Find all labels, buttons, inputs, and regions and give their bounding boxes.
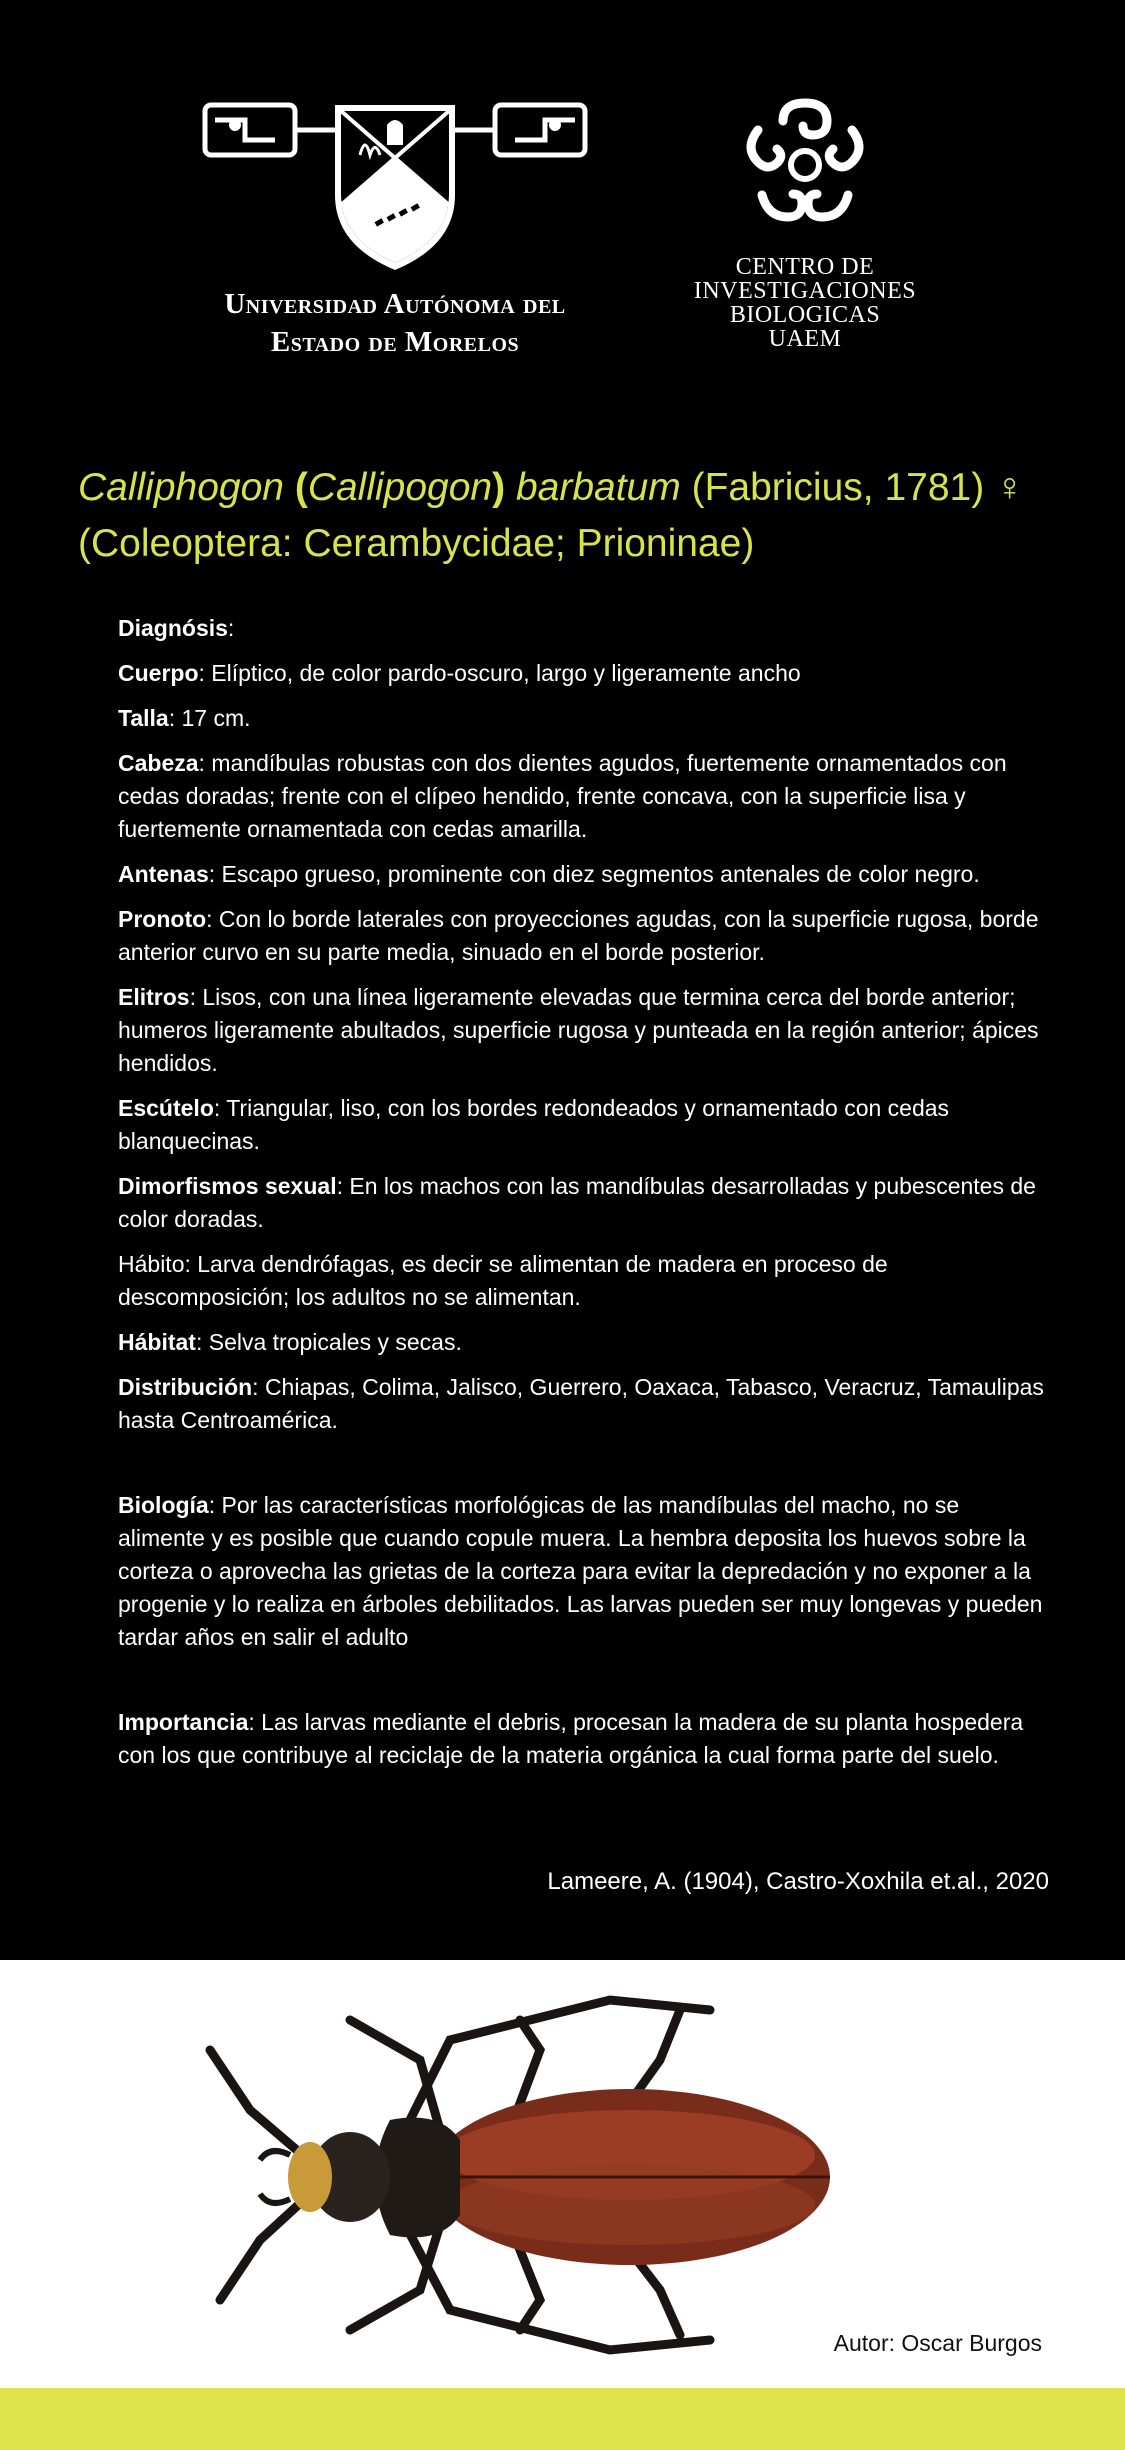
section-text: : Lisos, con una línea ligeramente elevadas que termina cerca del borde anterior; humeros ligeramente abultados, superficie rugosa y punteada en la región anterior; ápices hendidos.: [118, 984, 1039, 1076]
uaem-shield-emblem: [195, 85, 595, 285]
species-title: [78, 460, 1078, 572]
logos-row: [0, 85, 1125, 375]
cib-spiral-emblem: [680, 85, 930, 250]
section-text: Hábito: Larva dendrófagas, es decir se alimentan de madera en proceso de descomposición; los adultos no se alimentan.: [118, 1251, 888, 1310]
section-paragraph: [118, 657, 1048, 690]
section-label: Elitros: [118, 984, 190, 1010]
section-text: : En los machos con las mandíbulas desarrolladas y pubescentes de color doradas.: [118, 1173, 1036, 1232]
section-label: Dimorfismos sexual: [118, 1173, 337, 1199]
species-author: (Fabricius, 1781) ♀: [680, 466, 1025, 509]
section-paragraph: [118, 1170, 1048, 1236]
close-paren: ): [492, 466, 506, 509]
section-text: : Chiapas, Colima, Jalisco, Guerrero, Oaxaca, Tabasco, Veracruz, Tamaulipas hasta Centroamérica.: [118, 1374, 1044, 1433]
uaem-name-line1: Universidad Autónoma del: [224, 288, 566, 320]
importancia-label: Importancia: [118, 1709, 249, 1735]
section-paragraph: [118, 747, 1048, 846]
section-label: Pronoto: [118, 906, 207, 932]
subgenus-name: Callipogon: [307, 466, 493, 509]
importancia-paragraph: [118, 1706, 1048, 1772]
cib-name: [680, 255, 930, 351]
section-label: Cuerpo: [118, 660, 199, 686]
section-text: :: [227, 615, 235, 641]
biologia-text: : Por las características morfológicas de las mandíbulas del macho, no se alimente y es posible que cuando copule muera. La hembra deposita los huevos sobre la corteza o aprovecha las grietas de la corteza para evitar la depredación y no exponer a la progenie y lo realiza en árboles debilitados. Las larvas pueden ser muy longevas y pueden tardar años en salir el adulto: [118, 1492, 1043, 1650]
section-paragraph: [118, 1326, 1048, 1359]
section-label: Antenas: [118, 861, 209, 887]
importancia-text: : Las larvas mediante el debris, procesan la madera de su planta hospedera con los que contribuye al reciclaje de la materia orgánica la cual forma parte del suelo.: [118, 1709, 1024, 1768]
uaem-name: [195, 285, 595, 361]
section-paragraph: [118, 858, 1048, 891]
cib-name-line3: BIOLOGICAS: [729, 302, 881, 328]
section-text: : mandíbulas robustas con dos dientes agudos, fuertemente ornamentados con cedas doradas; frente con el clípeo hendido, frente concava, con la superficie lisa y fuertemente ornamentada con cedas amarilla.: [118, 750, 1007, 842]
section-text: : Triangular, liso, con los bordes redondeados y ornamentado con cedas blanquecinas.: [118, 1095, 950, 1154]
biologia-label: Biología: [118, 1492, 209, 1518]
section-label: Distribución: [118, 1374, 253, 1400]
cib-name-line2: INVESTIGACIONES: [693, 278, 917, 304]
description-body: [118, 612, 1048, 1784]
section-text: : 17 cm.: [168, 705, 251, 731]
beetle-photo: [190, 1980, 850, 2360]
genus-name: Calliphogon: [78, 466, 284, 509]
section-label: Cabeza: [118, 750, 199, 776]
section-label: Escútelo: [118, 1095, 214, 1121]
spacer: [118, 1449, 1048, 1489]
section-text: : Selva tropicales y secas.: [195, 1329, 462, 1355]
section-paragraph: [118, 1371, 1048, 1437]
cib-name-line4: UAEM: [768, 326, 842, 352]
species-title-line1: [78, 460, 1078, 516]
spacer: [118, 1666, 1048, 1706]
cib-logo: [680, 85, 930, 365]
section-label: Hábitat: [118, 1329, 196, 1355]
section-label: Diagnósis: [118, 615, 228, 641]
reference-citation: Lameere, A. (1904), Castro-Xoxhila et.al., 2020: [547, 1868, 1049, 1895]
section-label: Talla: [118, 705, 169, 731]
classification: (Coleoptera: Cerambycidae; Prioninae): [78, 522, 755, 565]
section-paragraph: [118, 702, 1048, 735]
biologia-paragraph: [118, 1489, 1048, 1654]
species-epithet: barbatum: [505, 466, 681, 509]
open-paren: (: [284, 466, 308, 509]
section-paragraph: [118, 903, 1048, 969]
photo-author: Autor: Oscar Burgos: [833, 2330, 1042, 2356]
photo-area: [0, 1960, 1125, 2388]
section-paragraph: [118, 981, 1048, 1080]
cib-name-line1: CENTRO DE: [735, 254, 875, 280]
section-paragraph: [118, 1092, 1048, 1158]
bottom-accent-band: [0, 2388, 1125, 2450]
section-text: : Escapo grueso, prominente con diez segmentos antenales de color negro.: [208, 861, 980, 887]
uaem-logo: [195, 85, 595, 365]
section-text: : Elíptico, de color pardo-oscuro, largo y ligeramente ancho: [198, 660, 801, 686]
section-paragraph: [118, 612, 1048, 645]
section-text: : Con lo borde laterales con proyecciones agudas, con la superficie rugosa, borde anterior curvo en su parte media, sinuado en el borde posterior.: [118, 906, 1039, 965]
section-paragraph: [118, 1248, 1048, 1314]
uaem-name-line2: Estado de Morelos: [270, 326, 520, 358]
